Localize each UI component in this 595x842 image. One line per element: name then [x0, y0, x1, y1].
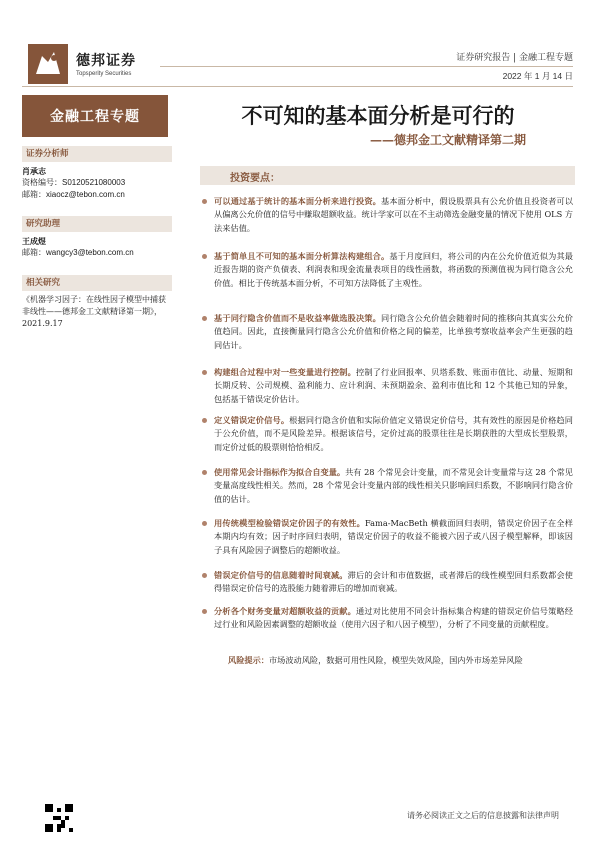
key-point-lead: 定义错误定价信号。 [214, 415, 290, 425]
key-point-lead: 基于简单且不可知的基本面分析算法构建组合。 [214, 251, 390, 261]
assistant-email[interactable]: 邮箱：wangcy3@tebon.com.cn [22, 248, 134, 257]
key-point [200, 195, 573, 235]
key-point [200, 366, 573, 406]
bullet-icon [202, 370, 207, 375]
key-point-lead: 可以通过基于统计的基本面分析来进行投资。 [214, 196, 382, 206]
bullet-icon [202, 316, 207, 321]
report-date: 2022 年 1 月 14 日 [502, 71, 573, 81]
analyst-cert: 资格编号：S0120521080003 [22, 178, 126, 187]
risk-lead: 风险提示： [228, 655, 269, 665]
header-divider-2 [22, 86, 573, 87]
key-point [200, 466, 573, 506]
category-banner: 金融工程专题 [22, 95, 168, 137]
related-item[interactable]: 《机器学习因子：在线性因子模型中捕获非线性——德邦金工文献精译第一期》，2021.9.17 [22, 295, 166, 328]
bullet-icon [202, 254, 207, 259]
assistant-heading: 研究助理 [22, 216, 172, 232]
key-point-text: 同行隐含公允价值会随着时间的推移向其真实公允价值趋同。因此，直接衡量同行隐含公允价值和价格之间的偏差，比单独考察收益率会产生更强的趋同估计。 [214, 313, 573, 350]
key-point-text: 控制了行业回报率、贝塔系数、账面市值比、动量、短期和长期反转、公司规模、盈利能力、应计利润、未预期盈余、盈利市值比和 12 个其他已知的异象，包括基于错误定价估计。 [214, 367, 573, 404]
analyst-heading: 证券分析师 [22, 146, 172, 162]
logo-en: Topsperity Securities [76, 71, 132, 77]
analyst-section [22, 146, 172, 201]
bullet-icon [202, 573, 207, 578]
bullet-icon [202, 470, 207, 475]
bullet-icon [202, 199, 207, 204]
report-type: 证券研究报告 | 金融工程专题 [456, 53, 573, 63]
key-point-text: 基本面分析中，假设股票具有公允价值且投资者可以从偏离公允价值的信号中赚取超额收益。统计学家可以在不主动筛选金融变量的情况下使用 OLS 方法来估值。 [214, 196, 573, 233]
key-point-text: 基于月度回归，将公司的内在公允价值近似为其最近报告期的资产负债表、利润表和现金流量表项目的线性函数，将函数的预测值视为同行隐含公允价值。相比于传统基本面分析，不可知方法降低了主观性。 [214, 251, 573, 288]
bullet-icon [202, 418, 207, 423]
risk-text: 市场波动风险，数据可用性风险，模型失效风险，国内外市场差异风险 [268, 655, 523, 665]
key-point-lead: 分析各个财务变量对超额收益的贡献。 [214, 606, 356, 616]
analyst-name: 肖承志 [22, 166, 46, 176]
key-point-lead: 构建组合过程中对一些变量进行控制。 [214, 367, 356, 377]
key-point [200, 250, 573, 290]
page-title: 不可知的基本面分析是可行的 [241, 103, 515, 128]
key-point-text: Fama-MacBeth 横截面回归表明，错误定价因子在全样本期内均有效；因子时序回归表明，错误定价因子的收益不能被六因子或八因子模型解释，即该因子具有风险因子调整后的超额收益。 [214, 518, 573, 555]
risk-warning [228, 654, 588, 667]
footer-disclaimer: 请务必阅读正文之后的信息披露和法律声明 [407, 811, 559, 820]
logo-icon [28, 44, 68, 84]
key-point-lead: 基于同行隐含价值而不是收益率做选股决策。 [214, 313, 382, 323]
assistant-name: 王成煜 [22, 236, 46, 246]
key-point [200, 312, 573, 352]
related-heading: 相关研究 [22, 275, 172, 291]
key-point-text: 通过对比使用不同会计指标集合构建的错误定价信号策略经过行业和风险因素调整的超额收益（使用六因子和八因子模型），分析了不同变量的贡献程度。 [214, 606, 573, 630]
key-point-lead: 使用常见会计指标作为拟合自变量。 [214, 467, 346, 477]
key-point [200, 414, 573, 454]
key-point-text: 滞后的会计和市值数据，或者滞后的线性模型回归系数都会使得错误定价信号的选股能力随着滞后的增加而衰减。 [214, 570, 573, 594]
bullet-icon [202, 609, 207, 614]
key-point-text: 根据同行隐含价值和实际价值定义错误定价信号，其有效性的原因是价格趋同于公允价值，而不是风险差异。根据该信号，定价过高的股票往往是长期获胜的大型成长型股票，而定价过低的股票则恰恰相反。 [214, 415, 573, 452]
key-point-text: 共有 28 个常见会计变量，而不常见会计变量常与这 28 个常见变量高度线性相关。然而，28 个常见会计变量内部的线性相关只影响回归系数，不影响同行隐含价值的估计。 [214, 467, 573, 504]
bullet-icon [202, 521, 207, 526]
header-divider [160, 66, 573, 67]
key-point [200, 569, 573, 596]
key-point-lead: 用传统模型检验错误定价因子的有效性。 [214, 518, 366, 528]
logo-cn: 德邦证券 [76, 53, 136, 69]
qr-code-icon [45, 804, 73, 832]
key-points-heading: 投资要点： [200, 166, 575, 185]
analyst-email[interactable]: 邮箱：xiaocz@tebon.com.cn [22, 190, 125, 199]
page-subtitle: ——德邦金工文献精译第二期 [369, 133, 526, 147]
key-point-lead: 错误定价信号的信息随着时间衰减。 [214, 570, 348, 580]
assistant-section [22, 216, 172, 259]
key-point [200, 605, 573, 632]
related-section [22, 275, 172, 330]
logo-text [76, 50, 136, 77]
key-point [200, 517, 573, 557]
